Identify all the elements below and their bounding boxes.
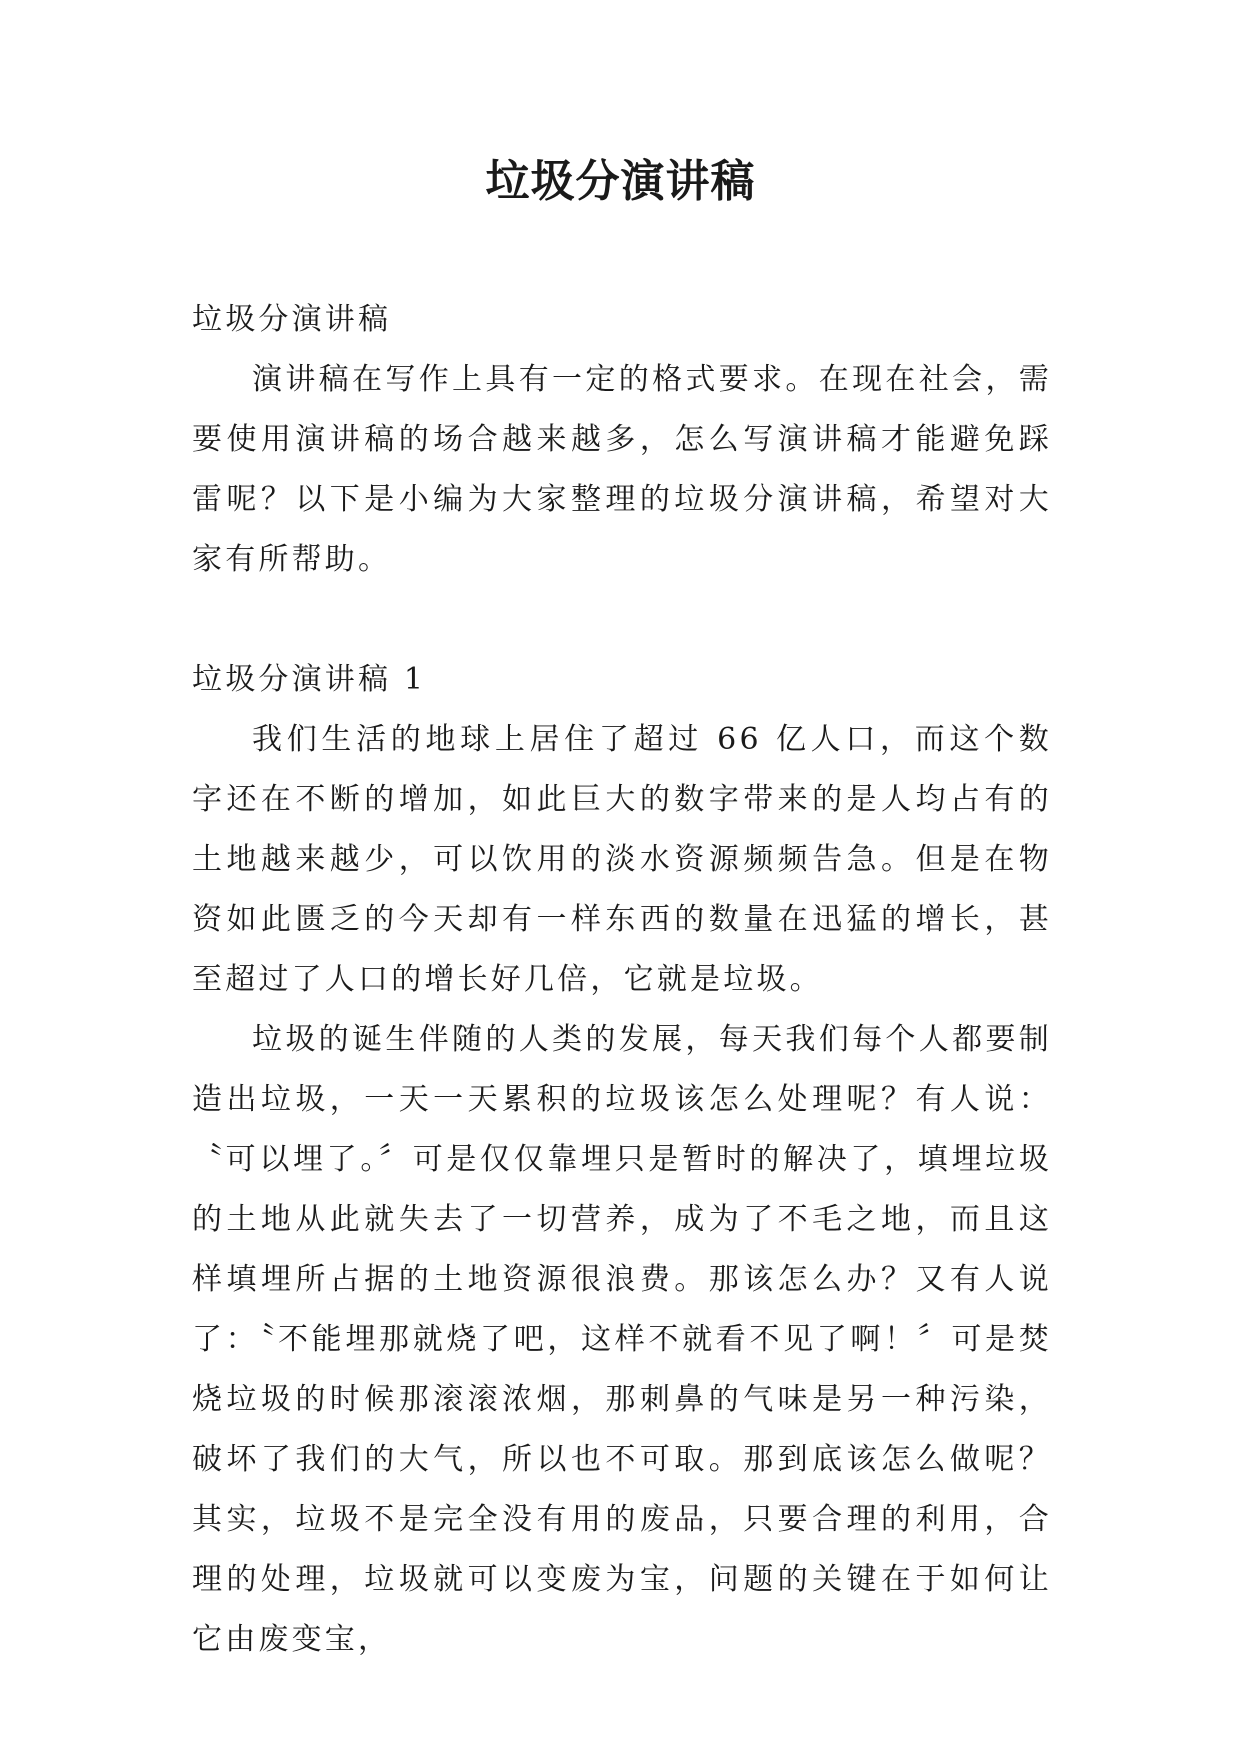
section-heading: 垃圾分演讲稿 1 (192, 662, 427, 697)
document-body (192, 290, 1052, 1670)
intro-heading: 垃圾分演讲稿 (192, 302, 392, 337)
intro-paragraph: 演讲稿在写作上具有一定的格式要求。在现在社会，需要使用演讲稿的场合越来越多，怎么写演讲稿才能避免踩雷呢？以下是小编为大家整理的垃圾分演讲稿，希望对大家有所帮助。 (192, 362, 1052, 577)
body-paragraph: 垃圾的诞生伴随的人类的发展，每天我们每个人都要制造出垃圾，一天一天累积的垃圾该怎么处理呢？有人说：〝可以埋了。〞可是仅仅靠埋只是暂时的解决了，填埋垃圾的土地从此就失去了一切营养，成为了不毛之地，而且这样填埋所占据的土地资源很浪费。那该怎么办？又有人说了：〝不能埋那就烧了吧，这样不就看不见了啊！〞可是焚烧垃圾的时候那滚滚浓烟，那刺鼻的气味是另一种污染，破坏了我们的大气，所以也不可取。那到底该怎么做呢？其实，垃圾不是完全没有用的废品，只要合理的利用，合理的处理，垃圾就可以变废为宝，问题的关键在于如何让它由废变宝， (192, 1022, 1052, 1657)
section-spacer (192, 590, 1052, 650)
document-title: 垃圾分演讲稿 (485, 156, 756, 207)
body-paragraph: 我们生活的地球上居住了超过 66 亿人口，而这个数字还在不断的增加，如此巨大的数字带来的是人均占有的土地越来越少，可以饮用的淡水资源频频告急。但是在物资如此匮乏的今天却有一样东西的数量在迅猛的增长，甚至超过了人口的增长好几倍，它就是垃圾。 (192, 722, 1052, 997)
